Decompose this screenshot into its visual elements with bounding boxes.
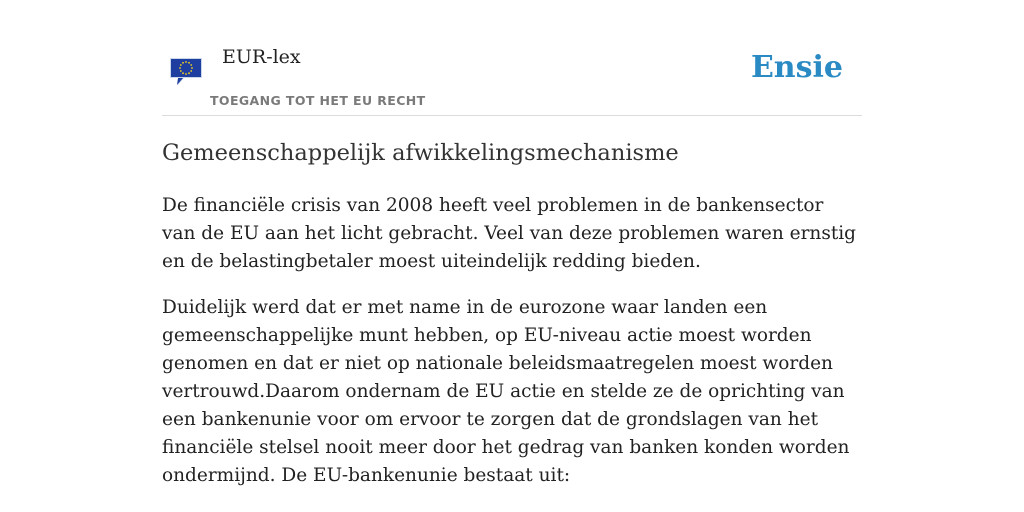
source-tagline: TOEGANG TOT HET EU RECHT: [210, 93, 426, 108]
article-paragraph: Duidelijk werd dat er met name in de eurozone waar landen een gemeenschappelijke munt hebben, op EU-niveau actie moest worden genomen en dat er niet op nationale beleidsmaatregelen moest worden vertrouwd.Daarom ondernam de EU actie en stelde ze de oprichting van een bankenunie voor om ervoor te zorgen dat de grondslagen van het financiële stelsel nooit meer door het gedrag van banken konden worden ondermijnd. De EU-bankenunie bestaat uit:: [162, 297, 850, 486]
article-title: Gemeenschappelijk afwikkelingsmechanisme: [162, 140, 679, 166]
article-body: [162, 192, 862, 508]
eu-flag-chat-icon: [168, 56, 204, 88]
source-header: [162, 0, 862, 116]
content-card: [162, 0, 862, 512]
source-name[interactable]: EUR-lex: [222, 46, 301, 68]
article-paragraph: De financiële crisis van 2008 heeft veel problemen in de bankensector van de EU aan het licht gebracht. Veel van deze problemen waren ernstig en de belastingbetaler moest uiteindelijk redding bieden.: [162, 195, 857, 272]
ensie-logo[interactable]: Ensie: [750, 50, 843, 85]
